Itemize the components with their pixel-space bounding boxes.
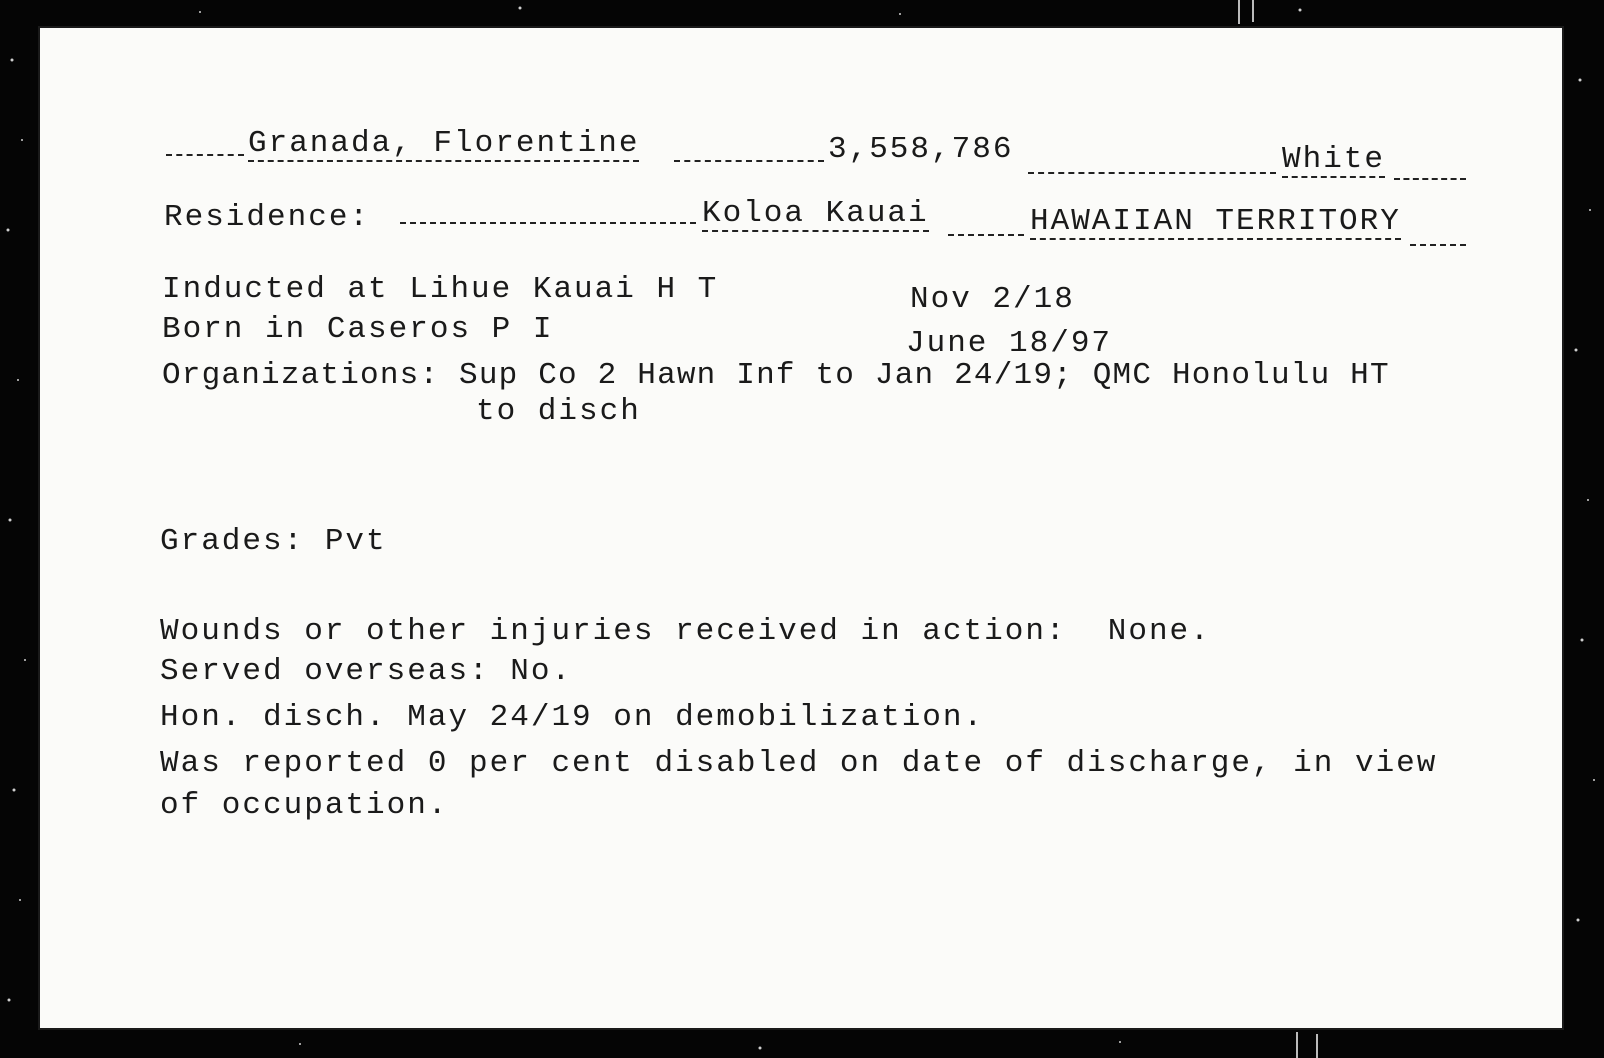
leader-dashes <box>948 234 1024 236</box>
grades: Grades: Pvt <box>160 524 387 559</box>
disability-line-2: of occupation. <box>160 788 449 823</box>
race: White <box>1282 142 1386 177</box>
honorable-discharge: Hon. disch. May 24/19 on demobilization. <box>160 700 985 735</box>
inducted-date: Nov 2/18 <box>910 282 1075 317</box>
serial-number: 3,558,786 <box>828 132 1014 167</box>
leader-dashes <box>166 154 244 156</box>
organizations-line-1: Organizations: Sup Co 2 Hawn Inf to Jan 24/19; QMC Honolulu HT <box>162 358 1390 393</box>
born-text: Born in Caseros P I <box>162 312 554 347</box>
leader-dashes <box>674 160 824 162</box>
leader-dashes <box>400 222 696 224</box>
residence-place: Koloa Kauai <box>702 196 929 231</box>
inducted-text: Inducted at Lihue Kauai H T <box>162 272 719 307</box>
leader-dashes <box>1394 178 1466 180</box>
disability-line-1: Was reported 0 per cent disabled on date of discharge, in view <box>160 746 1438 781</box>
record-card <box>38 26 1564 1030</box>
born-date: June 18/97 <box>906 326 1113 361</box>
wounds: Wounds or other injuries received in action: None. <box>160 614 1211 649</box>
organizations-line-2: to disch <box>476 394 641 429</box>
soldier-name: Granada, Florentine <box>248 126 640 161</box>
served-overseas: Served overseas: No. <box>160 654 573 689</box>
leader-dashes <box>1028 172 1276 174</box>
residence-label: Residence: <box>164 200 371 235</box>
residence-territory: HAWAIIAN TERRITORY <box>1030 204 1401 239</box>
leader-dashes <box>1410 244 1466 246</box>
